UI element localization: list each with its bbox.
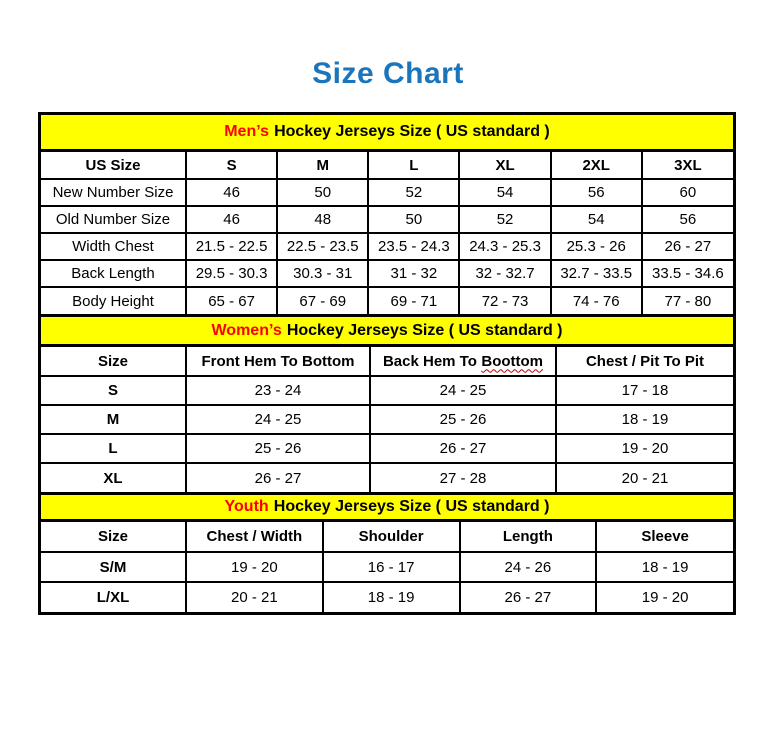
table-row — [41, 434, 733, 463]
cell-value: 50 — [277, 179, 368, 206]
cell-value: 25 - 26 — [186, 434, 370, 463]
cell-value: 67 - 69 — [277, 287, 368, 314]
row-label: New Number Size — [41, 179, 186, 206]
youth-header-row — [41, 522, 733, 552]
column-header: XL — [459, 152, 550, 179]
cell-value: 46 — [186, 206, 277, 233]
womens-size-table — [41, 347, 733, 492]
column-header-text: Back Hem To — [382, 352, 477, 370]
youth-size-table — [41, 522, 733, 612]
page-title: Size Chart — [312, 57, 464, 90]
table-row — [41, 582, 733, 612]
cell-value: 22.5 - 23.5 — [277, 233, 368, 260]
column-header: Front Hem To Bottom — [186, 347, 370, 376]
row-label: L/XL — [41, 582, 186, 612]
cell-value: 20 - 21 — [556, 463, 733, 492]
table-row — [41, 552, 733, 582]
cell-value: 46 — [186, 179, 277, 206]
cell-value: 74 - 76 — [551, 287, 642, 314]
cell-value: 18 - 19 — [323, 582, 460, 612]
cell-value: 69 - 71 — [368, 287, 459, 314]
row-label: XL — [41, 463, 186, 492]
section-heading-womens-text: Hockey Jerseys Size ( US standard ) — [286, 321, 563, 339]
cell-value: 23.5 - 24.3 — [368, 233, 459, 260]
cell-value: 19 - 20 — [596, 582, 733, 612]
column-header-misspelled — [370, 347, 556, 376]
table-row — [41, 405, 733, 434]
cell-value: 52 — [368, 179, 459, 206]
section-heading-youth — [41, 492, 733, 522]
cell-value: 33.5 - 34.6 — [642, 260, 733, 287]
cell-value: 54 — [459, 179, 550, 206]
mens-header-row — [41, 152, 733, 179]
column-header: Sleeve — [596, 522, 733, 552]
column-header: US Size — [41, 152, 186, 179]
table-row — [41, 463, 733, 492]
row-label: Old Number Size — [41, 206, 186, 233]
column-header: Length — [460, 522, 597, 552]
cell-value: 19 - 20 — [556, 434, 733, 463]
table-row — [41, 287, 733, 314]
section-heading-womens — [41, 314, 733, 347]
cell-value: 23 - 24 — [186, 376, 370, 405]
cell-value: 60 — [642, 179, 733, 206]
row-label: S/M — [41, 552, 186, 582]
row-label: Body Height — [41, 287, 186, 314]
cell-value: 25 - 26 — [370, 405, 556, 434]
cell-value: 24.3 - 25.3 — [459, 233, 550, 260]
column-header: Size — [41, 522, 186, 552]
row-label: Width Chest — [41, 233, 186, 260]
column-header: S — [186, 152, 277, 179]
cell-value: 26 - 27 — [642, 233, 733, 260]
column-header: Size — [41, 347, 186, 376]
column-header: 3XL — [642, 152, 733, 179]
section-heading-womens-highlight: Women’s — [211, 321, 282, 339]
cell-value: 27 - 28 — [370, 463, 556, 492]
cell-value: 31 - 32 — [368, 260, 459, 287]
table-row — [41, 179, 733, 206]
row-label: Back Length — [41, 260, 186, 287]
cell-value: 56 — [551, 179, 642, 206]
cell-value: 16 - 17 — [323, 552, 460, 582]
cell-value: 65 - 67 — [186, 287, 277, 314]
column-header: 2XL — [551, 152, 642, 179]
section-heading-mens — [41, 115, 733, 152]
cell-value: 26 - 27 — [186, 463, 370, 492]
cell-value: 48 — [277, 206, 368, 233]
cell-value: 72 - 73 — [459, 287, 550, 314]
section-heading-mens-highlight: Men’s — [224, 123, 269, 140]
table-row — [41, 233, 733, 260]
cell-value: 32 - 32.7 — [459, 260, 550, 287]
section-heading-youth-highlight: Youth — [224, 498, 269, 515]
misspelled-word-spellcheck-underline: Boottom — [481, 352, 544, 370]
cell-value: 26 - 27 — [370, 434, 556, 463]
table-row — [41, 206, 733, 233]
table-row — [41, 376, 733, 405]
column-header: Shoulder — [323, 522, 460, 552]
cell-value: 18 - 19 — [556, 405, 733, 434]
cell-value: 17 - 18 — [556, 376, 733, 405]
cell-value: 30.3 - 31 — [277, 260, 368, 287]
cell-value: 54 — [551, 206, 642, 233]
row-label: M — [41, 405, 186, 434]
column-header: Chest / Width — [186, 522, 323, 552]
mens-size-table — [41, 152, 733, 314]
cell-value: 19 - 20 — [186, 552, 323, 582]
cell-value: 56 — [642, 206, 733, 233]
cell-value: 26 - 27 — [460, 582, 597, 612]
cell-value: 24 - 25 — [370, 376, 556, 405]
cell-value: 32.7 - 33.5 — [551, 260, 642, 287]
cell-value: 52 — [459, 206, 550, 233]
womens-header-row — [41, 347, 733, 376]
cell-value: 24 - 26 — [460, 552, 597, 582]
row-label: S — [41, 376, 186, 405]
section-heading-mens-text: Hockey Jerseys Size ( US standard ) — [274, 123, 550, 140]
cell-value: 18 - 19 — [596, 552, 733, 582]
column-header: M — [277, 152, 368, 179]
column-header: L — [368, 152, 459, 179]
section-heading-youth-text: Hockey Jerseys Size ( US standard ) — [273, 498, 550, 515]
cell-value: 20 - 21 — [186, 582, 323, 612]
column-header: Chest / Pit To Pit — [556, 347, 733, 376]
cell-value: 77 - 80 — [642, 287, 733, 314]
table-row — [41, 260, 733, 287]
cell-value: 29.5 - 30.3 — [186, 260, 277, 287]
cell-value: 24 - 25 — [186, 405, 370, 434]
size-chart — [38, 112, 736, 615]
cell-value: 21.5 - 22.5 — [186, 233, 277, 260]
row-label: L — [41, 434, 186, 463]
cell-value: 25.3 - 26 — [551, 233, 642, 260]
cell-value: 50 — [368, 206, 459, 233]
